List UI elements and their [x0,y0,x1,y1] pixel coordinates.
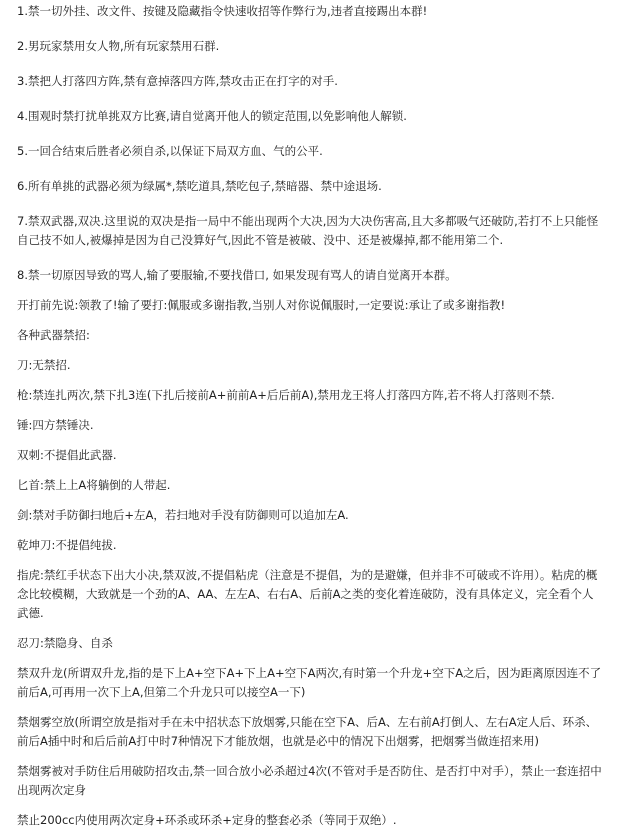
rule-smoke-empty-release: 禁烟雾空放(所谓空放是指对手在未中招状态下放烟雾,只能在空下A、后A、左右前A打倒人、左右A定人后、环杀、前后A插中时和后后前A打中时7种情况下才能放烟，也就是必中的情况下出烟雾，把烟雾当做连招来用) [17,715,598,748]
etiquette-intro: 开打前先说:领教了!输了要打:佩服或多谢指教,当别人对你说佩服时,一定要说:承让了或多谢指教! [17,298,506,312]
weapon-rule-blade: 刀:无禁招. [17,358,71,372]
weapon-rule-double-stab: 双刺:不提倡此武器. [17,448,117,462]
rule-6: 6.所有单挑的武器必须为绿属*,禁吃道具,禁吃包子,禁暗器、禁中途退场. [17,179,382,193]
rule-8: 8.禁一切原因导致的骂人,输了要服输,不要找借口, 如果发现有骂人的请自觉离开本群。 [17,268,457,282]
weapon-rule-spear: 枪:禁连扎两次,禁下扎3连(下扎后接前A+前前A+后后前A),禁用龙王将人打落四方阵,若不将人打落则不禁. [17,388,555,402]
weapon-rule-dagger: 匕首:禁上上A将躺倒的人带起. [17,478,171,492]
rule-smoke-guard-break: 禁烟雾被对手防住后用破防招攻击,禁一回合放小必杀超过4次(不管对手是否防住、是否打中对手），禁止一套连招中出现两次定身 [17,764,602,797]
rule-4: 4.围观时禁打扰单挑双方比赛,请自觉离开他人的锁定范围,以免影响他人解锁. [17,109,407,123]
rule-double-rising-dragon: 禁双升龙(所谓双升龙,指的是下上A+空下A+下上A+空下A两次,有时第一个升龙+空下A之后，因为距离原因连不了前后A,可再用一次下上A,但第二个升龙只可以接空A一下) [17,666,602,699]
rule-200cc-combo: 禁止200cc内使用两次定身+环杀或环杀+定身的整套必杀（等同于双绝）. [17,813,397,827]
rule-7: 7.禁双武器,双决.这里说的双决是指一局中不能出现两个大决,因为大决伤害高,且大多都吸气还破防,若打不上只能怪自己技不如人,被爆掉是因为自己没算好气,因此不管是被破、没中、还是被爆掉,都不能用第二个. [17,214,599,247]
rule-5: 5.一回合结束后胜者必须自杀,以保证下局双方血、气的公平. [17,144,323,158]
rule-3: 3.禁把人打落四方阵,禁有意掉落四方阵,禁攻击正在打字的对手. [17,74,338,88]
weapon-rule-knuckles: 指虎:禁红手状态下出大小决,禁双波,不提倡粘虎（注意是不提倡，为的是避嫌，但并非不可破或不许用）。粘虎的概念比较模糊，大致就是一个劲的A、AA、左左A、右右A、后前A之类的变化着连破防，没有具体定义，完全看个人武德. [17,568,598,620]
weapons-heading: 各种武器禁招: [17,328,90,342]
weapon-rule-sword: 剑:禁对手防御扫地后+左A，若扫地对手没有防御则可以追加左A. [17,508,349,522]
weapon-rule-qiankun-blade: 乾坤刀:不提倡纯拔. [17,538,117,552]
weapon-rule-hammer: 锤:四方禁锤决. [17,418,94,432]
rule-1: 1.禁一切外挂、改文件、按键及隐藏指令快速收招等作弊行为,违者直接踢出本群! [17,4,428,18]
rule-2: 2.男玩家禁用女人物,所有玩家禁用石群. [17,39,220,53]
weapon-rule-ninja-blade: 忍刀:禁隐身、自杀 [17,636,113,650]
